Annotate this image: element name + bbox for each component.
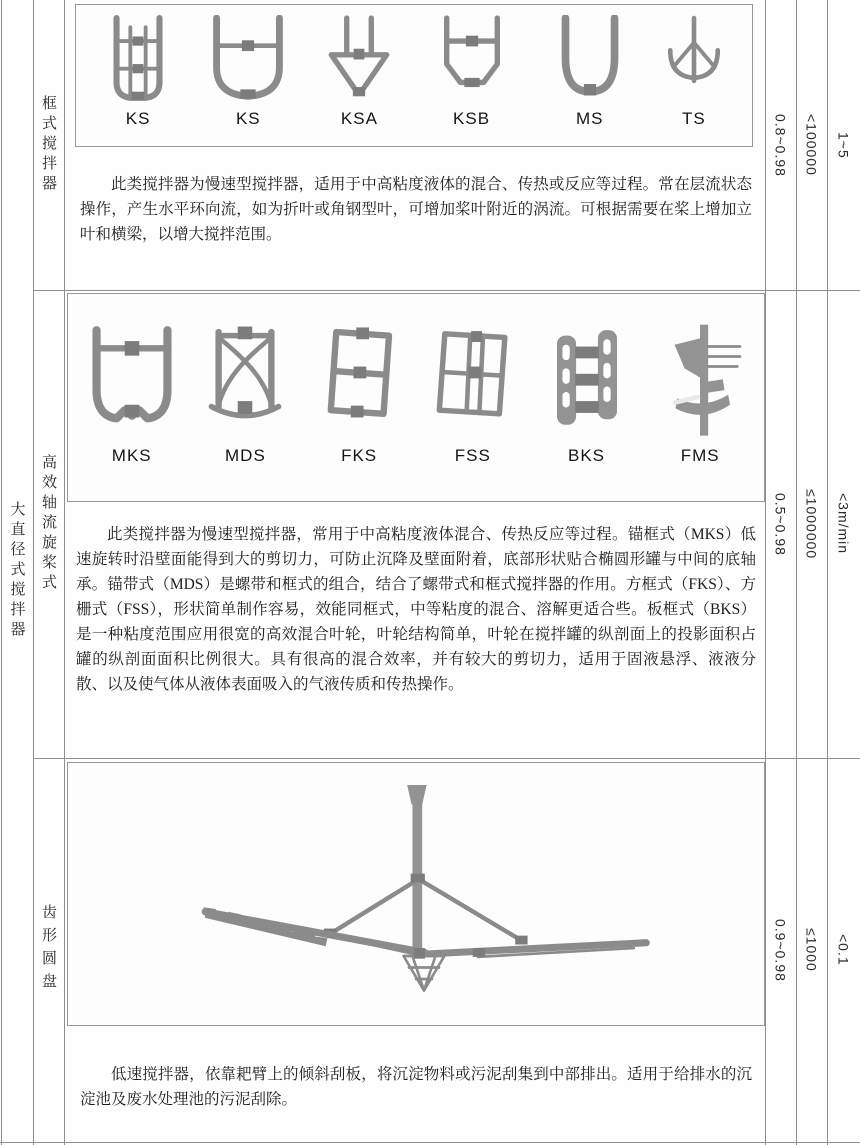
row2-param-c: <3m/min bbox=[835, 493, 852, 555]
figure-ks-1 bbox=[99, 15, 177, 146]
row2-param-c-cell bbox=[827, 290, 860, 758]
figure-ts bbox=[659, 15, 729, 146]
ksa-v-frame-image bbox=[319, 15, 399, 107]
figure-label: TS bbox=[681, 109, 706, 128]
row3-param-c-cell bbox=[827, 758, 860, 1142]
row3-category-label: 齿形圆盘 bbox=[40, 904, 56, 996]
row2-description: 此类搅拌器为慢速型搅拌器，常用于中高粘度液体混合、传热反应等过程。锚框式（MKS）低速旋转时沿壁面能得到大的剪切力，可防止沉降及壁面附着，底部形状贴合椭圆形罐与中间的底轴承。锚带式（MDS）是螺带和框式的组合，结合了螺带式和框式搅拌器的作用。方框式（FKS）、方栅式（FSS），形状简单制作容易，效能同框式，中等粘度的混合、溶解更适合些。板框式（BKS）是一种粘度范围应用很宽的高效混合叶轮，叶轮结构简单，叶轮在搅拌罐的纵剖面上的投影面积占罐的纵剖面面积比例很大。具有很高的混合效率，并有较大的剪切力，适用于固液悬浮、液液分散、以及使气体从液体表面吸入的气液传质和传热操作。 bbox=[76, 526, 756, 693]
grid-vline-col2 bbox=[64, 0, 65, 1145]
row3-figure-box bbox=[67, 762, 765, 1026]
bks-slotted-plate-image bbox=[537, 320, 637, 444]
figure-label: KSB bbox=[453, 109, 491, 128]
ksb-trapezoid-frame-image bbox=[423, 15, 521, 107]
row1-category-label: 框式搅拌器 bbox=[40, 95, 56, 195]
figure-ksa bbox=[319, 15, 399, 146]
row2-category-label: 高效轴流旋桨式 bbox=[40, 454, 56, 594]
row3-description: 低速搅拌器，依靠耙臂上的倾斜刮板，将沉淀物料或污泥刮集到中部排出。适用于给排水的沉淀池及废水处理池的污泥刮除。 bbox=[80, 1066, 752, 1108]
main-category-cell bbox=[1, 0, 33, 1142]
row1-param-b: <100000 bbox=[803, 114, 820, 176]
figure-label: FMS bbox=[680, 446, 720, 465]
row3-param-c: <0.1 bbox=[835, 934, 852, 966]
row3-param-b-cell bbox=[796, 758, 827, 1142]
figure-label: FKS bbox=[341, 446, 378, 465]
fks-square-frame-image bbox=[309, 320, 409, 444]
figure-label: FSS bbox=[454, 446, 491, 465]
ks-frame-grid-image bbox=[99, 15, 177, 107]
row3-param-b: ≤1000 bbox=[803, 928, 820, 972]
grid-hline-row2 bbox=[33, 758, 860, 759]
row3-param-a: 0.9~0.98 bbox=[772, 918, 789, 982]
row1-category-cell bbox=[33, 0, 64, 290]
figure-fms bbox=[650, 320, 750, 501]
row1-figure-box bbox=[75, 4, 753, 147]
figure-ks-2 bbox=[200, 15, 296, 146]
row1-param-a-cell bbox=[765, 0, 796, 290]
ks-u-frame-image bbox=[200, 15, 296, 107]
row1-description: 此类搅拌器为慢速型搅拌器，适用于中高粘度液体的混合、传热或反应等过程。常在层流状态操作，产生水平环向流，如为折叶或角钢型叶，可增加桨叶附近的涡流。可根据需要在桨上增加立叶和横梁，以增大搅拌范围。 bbox=[80, 176, 752, 243]
main-category-label: 大直径式搅拌器 bbox=[8, 501, 25, 641]
figure-label: MKS bbox=[111, 446, 152, 465]
row2-param-a-cell bbox=[765, 290, 796, 758]
fss-grid-frame-image bbox=[423, 320, 523, 444]
row2-param-b: ≤1000000 bbox=[803, 488, 820, 560]
figure-label: MS bbox=[575, 109, 604, 128]
figure-ksb bbox=[423, 15, 521, 146]
figure-mds bbox=[195, 320, 295, 501]
row2-param-a: 0.5~0.98 bbox=[772, 492, 789, 556]
figure-mks bbox=[82, 320, 182, 501]
row1-param-c-cell bbox=[827, 0, 860, 290]
grid-hline-row1 bbox=[33, 290, 860, 291]
mds-helical-band-image bbox=[195, 320, 295, 444]
figure-label: KS bbox=[125, 109, 151, 128]
row1-param-c: 1~5 bbox=[835, 131, 852, 159]
figure-label: MDS bbox=[225, 446, 266, 465]
figure-label: BKS bbox=[568, 446, 606, 465]
row3-param-a-cell bbox=[765, 758, 796, 1142]
row2-category-cell bbox=[33, 290, 64, 758]
figure-fss bbox=[423, 320, 523, 501]
figure-label: KSA bbox=[340, 109, 378, 128]
mks-anchor-frame-image bbox=[82, 320, 182, 444]
figure-bks bbox=[537, 320, 637, 501]
ts-small-anchor-image bbox=[659, 15, 729, 107]
row2-figure-box bbox=[67, 293, 765, 502]
figure-label: KS bbox=[235, 109, 261, 128]
row2-param-b-cell bbox=[796, 290, 827, 758]
grid-hline-bottom bbox=[0, 1142, 860, 1143]
row3-category-cell bbox=[33, 758, 64, 1142]
figure-fks bbox=[309, 320, 409, 501]
row1-param-b-cell bbox=[796, 0, 827, 290]
rake-scraper-image bbox=[106, 774, 726, 1014]
figure-ms bbox=[544, 15, 636, 146]
fms-plate-shaft-image bbox=[650, 320, 750, 444]
ms-anchor-image bbox=[544, 15, 636, 107]
row1-param-a: 0.8~0.98 bbox=[772, 113, 789, 177]
